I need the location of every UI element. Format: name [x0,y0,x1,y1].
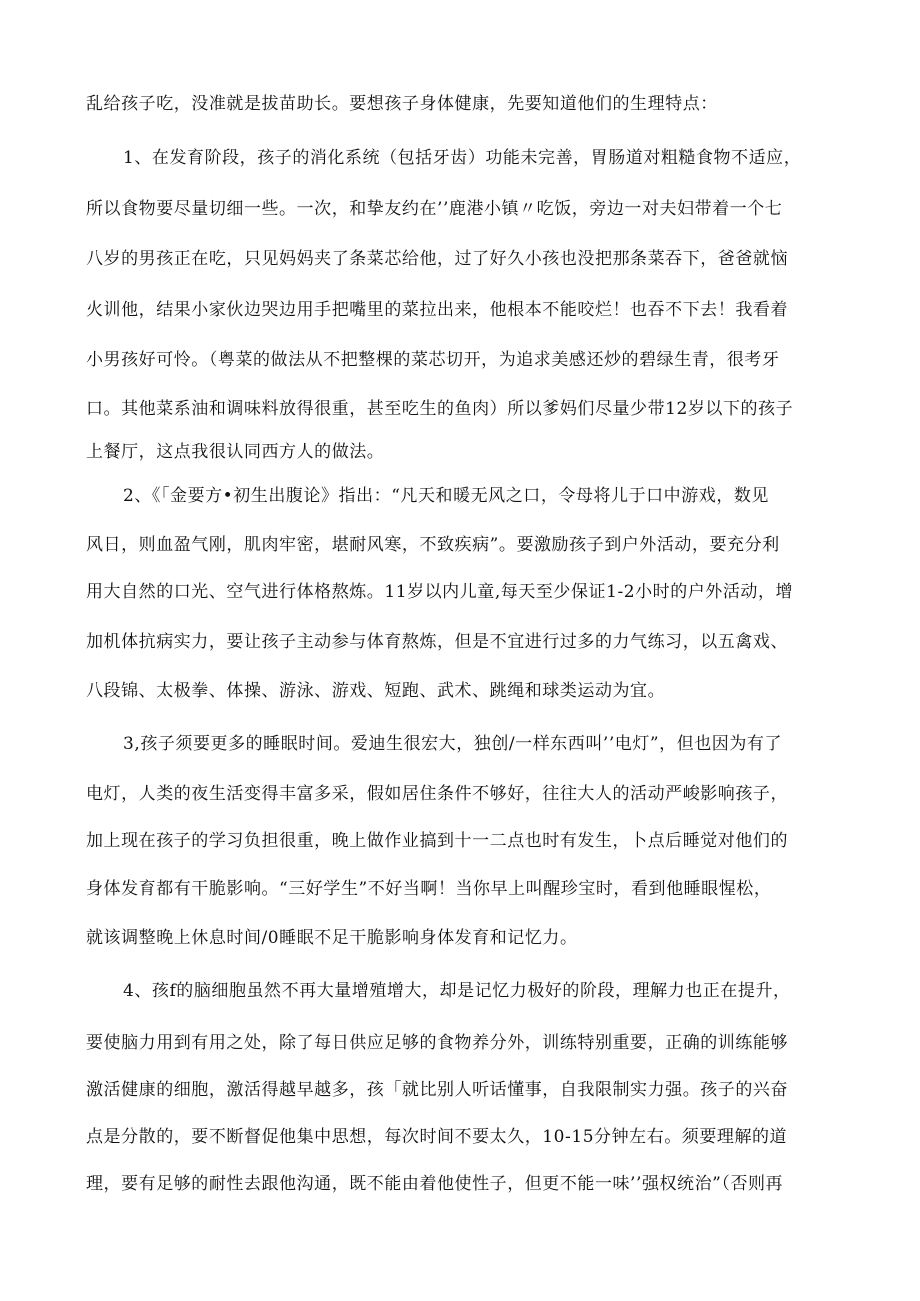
paragraph-line: 加上现在孩子的学习负担很重，晚上做作业搞到十一二点也时有发生，卜点后睡觉对他们的 [86,831,788,851]
paragraph-line: 电灯，人类的夜生活变得丰富多采，假如居住条件不够好，往往大人的活动严峻影响孩子， [86,784,788,804]
paragraph-line: 4、孩f的脑细胞虽然不再大量增殖增大，却是记忆力极好的阶段，理解力也正在提升， [123,981,791,1001]
paragraph-line: 八岁的男孩正在吃，只见妈妈夹了条菜芯给他，过了好久小孩也没把那条菜吞下，爸爸就恼 [86,249,788,269]
paragraph-line: 用大自然的口光、空气进行体格熬炼。11岁以内儿童,每天至少保证1-2小时的户外活动，增 [86,582,794,602]
paragraph-line: 理，要有足够的耐性去跟他沟通，既不能由着他使性子，但更不能一味’’强权统治”（否则再 [86,1174,784,1194]
paragraph-line: 火训他，结果小家伙边哭边用手把嘴里的菜拉出来，他根本不能咬烂！也吞不下去！我看着 [86,300,788,320]
paragraph-line: 身体发育都有干脆影响。“三好学生”不好当啊！当你早上叫醒珍宝时，看到他睡眼惺松， [86,879,772,899]
paragraph-line: 加机体抗病实力，要让孩子主动参与体育熬炼，但是不宜进行过多的力气练习，以五禽戏、 [86,632,788,652]
paragraph-line: 要使脑力用到有用之处，除了每日供应足够的食物养分外，训练特别重要，正确的训练能够 [86,1033,788,1053]
paragraph-line: 激活健康的细胞，激活得越早越多，孩「就比别人听话懂事，自我限制实力强。孩子的兴奋 [86,1080,788,1100]
paragraph-line: 上餐厅，这点我很认同西方人的做法。 [86,442,385,462]
paragraph-line: 小男孩好可怜。（粤菜的做法从不把整棵的菜芯切开，为追求美感还炒的碧绿生青，很考牙 [86,350,780,370]
paragraph-line: 就该调整晚上休息时间/0睡眠不足干脆影响身体发育和记忆力。 [86,928,578,948]
paragraph-line: 3,孩子须要更多的睡眠时间。爱迪生很宏大，独创/一样东西叫’’电灯”，但也因为有了 [123,734,782,754]
paragraph-line: 点是分散的，要不断督促他集中思想，每次时间不要太久，10-15分钟左右。须要理解的道 [86,1127,788,1147]
paragraph-line: 口。其他菜系油和调味料放得很重，甚至吃生的鱼肉）所以爹妈们尽量少带12岁以下的孩子 [86,399,794,419]
paragraph-line: 乱给孩子吃，没准就是拔苗助长。要想孩子身体健康，先要知道他们的生理特点： [86,94,718,114]
paragraph-line: 八段锦、太极拳、体操、游泳、游戏、短跑、武术、跳绳和球类运动为宜。 [86,681,666,701]
paragraph-line: 2、《「金要方•初生出腹论》指出：“凡天和暖无风之口，令母将儿于口中游戏，数见 [123,486,769,506]
paragraph-line: 所以食物要尽量切细一些。一次，和挚友约在’’鹿港小镇〃吃饭，旁边一对夫妇带着一个七 [86,199,783,219]
paragraph-line: 1、在发育阶段，孩子的消化系统（包括牙齿）功能未完善，胃肠道对粗糙食物不适应， [123,148,802,168]
paragraph-line: 风日，则血盈气刚，肌肉牢密，堪耐风寒，不致疾病”。要激励孩子到户外活动，要充分利 [86,535,780,555]
